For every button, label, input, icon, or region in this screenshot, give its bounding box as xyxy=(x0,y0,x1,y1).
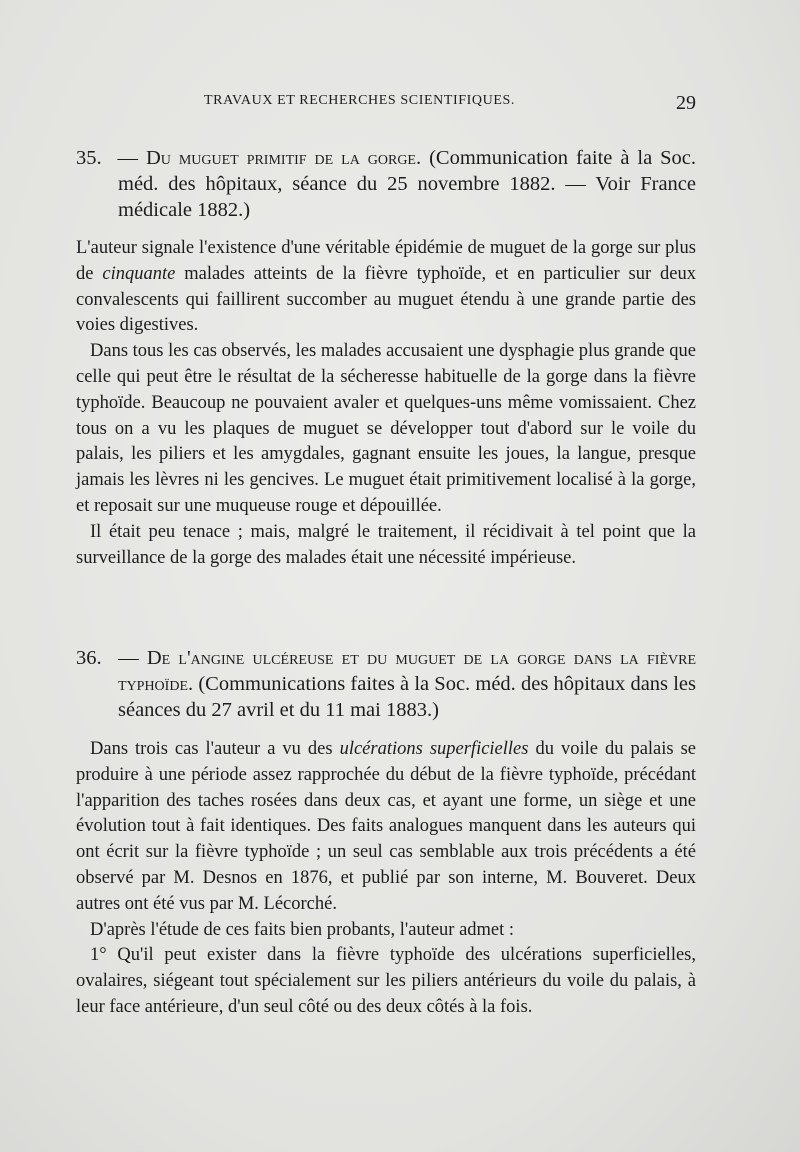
emphasis: ulcérations superficielles xyxy=(339,739,529,759)
entry-36-body xyxy=(76,737,696,1021)
paragraph: 1° Qu'il peut exister dans la fièvre typhoïde des ulcérations superficielles, ovalaires, siégeant tout spécialement sur les piliers antérieurs du voile du palais, à leur face antérieure, d'un seul côté ou des deux côtés à la fois. xyxy=(76,945,696,1017)
page-number: 29 xyxy=(676,92,696,114)
entry-title-smallcaps: De l'angine ulcéreuse et du muguet de la gorge dans la fièvre typhoïde. xyxy=(118,647,696,695)
entry-title-smallcaps: Du muguet primitif de la gorge. xyxy=(145,147,422,169)
running-head: TRAVAUX ET RECHERCHES SCIENTIFIQUES. xyxy=(204,93,515,108)
page-header xyxy=(76,93,696,117)
entry-title-source: (Communications faites à la Soc. méd. des hôpitaux dans les séances du 27 avril et du 11 mai 1883.) xyxy=(118,673,696,721)
entry-number: 36. xyxy=(76,647,102,669)
entry-35-body xyxy=(76,236,696,571)
emphasis: cinquante xyxy=(102,263,176,284)
entry-35-title: 35. — Du muguet primitif de la gorge. (Communication faite à la Soc. méd. des hôpitaux, séance du 25 novembre 1882. — Voir France médicale 1882.) xyxy=(76,147,696,221)
entry-number: 35. xyxy=(76,147,102,169)
paragraph: Il était peu tenace ; mais, malgré le traitement, il récidivait à tel point que la surveillance de la gorge des malades était une nécessité impérieuse. xyxy=(76,521,696,568)
paragraph: Dans tous les cas observés, les malades accusaient une dysphagie plus grande que celle qui peut être le résultat de la sécheresse habituelle de la gorge dans la fièvre typhoïde. Beaucoup ne pouvaient avaler et quelques-uns même vomissaient. Chez tous on a vu les plaques de muguet se développer tout d'abord sur le voile du palais, les piliers et les amygdales, gagnant ensuite les joues, la langue, presque jamais les lèvres ni les gencives. Le muguet était primitivement localisé à la gorge, et reposait sur une muqueuse rouge et dépouillée. xyxy=(76,341,696,516)
entry-36-title: 36. — De l'angine ulcéreuse et du muguet de la gorge dans la fièvre typhoïde. (Communications faites à la Soc. méd. des hôpitaux dans les séances du 27 avril et du 11 mai 1883.) xyxy=(76,647,696,721)
entry-title-source: (Communication faite à la Soc. méd. des hôpitaux, séance du 25 novembre 1882. — Voir France médicale 1882.) xyxy=(118,147,696,221)
paragraph: L'auteur signale l'existence d'une véritable épidémie de muguet de la gorge sur plus de cinquante malades atteints de la fièvre typhoïde, et en particulier sur deux convalescents qui faillirent succomber au muguet étendu à une grande partie des voies digestives. xyxy=(76,238,696,336)
paragraph: Dans trois cas l'auteur a vu des ulcérations superficielles du voile du palais se produire à une période assez rapprochée du début de la fièvre typhoïde, précédant l'apparition des taches rosées dans deux cas, et ayant une forme, un siège et une évolution tout à fait identiques. Des faits analogues manquent dans les auteurs qui ont écrit sur la fièvre typhoïde ; un seul cas semblable aux trois précédents a été observé par M. Desnos en 1876, et publié par son interne, M. Bouveret. Deux autres ont été vus par M. Lécorché. xyxy=(76,739,696,914)
paragraph: D'après l'étude de ces faits bien probants, l'auteur admet : xyxy=(90,919,515,940)
